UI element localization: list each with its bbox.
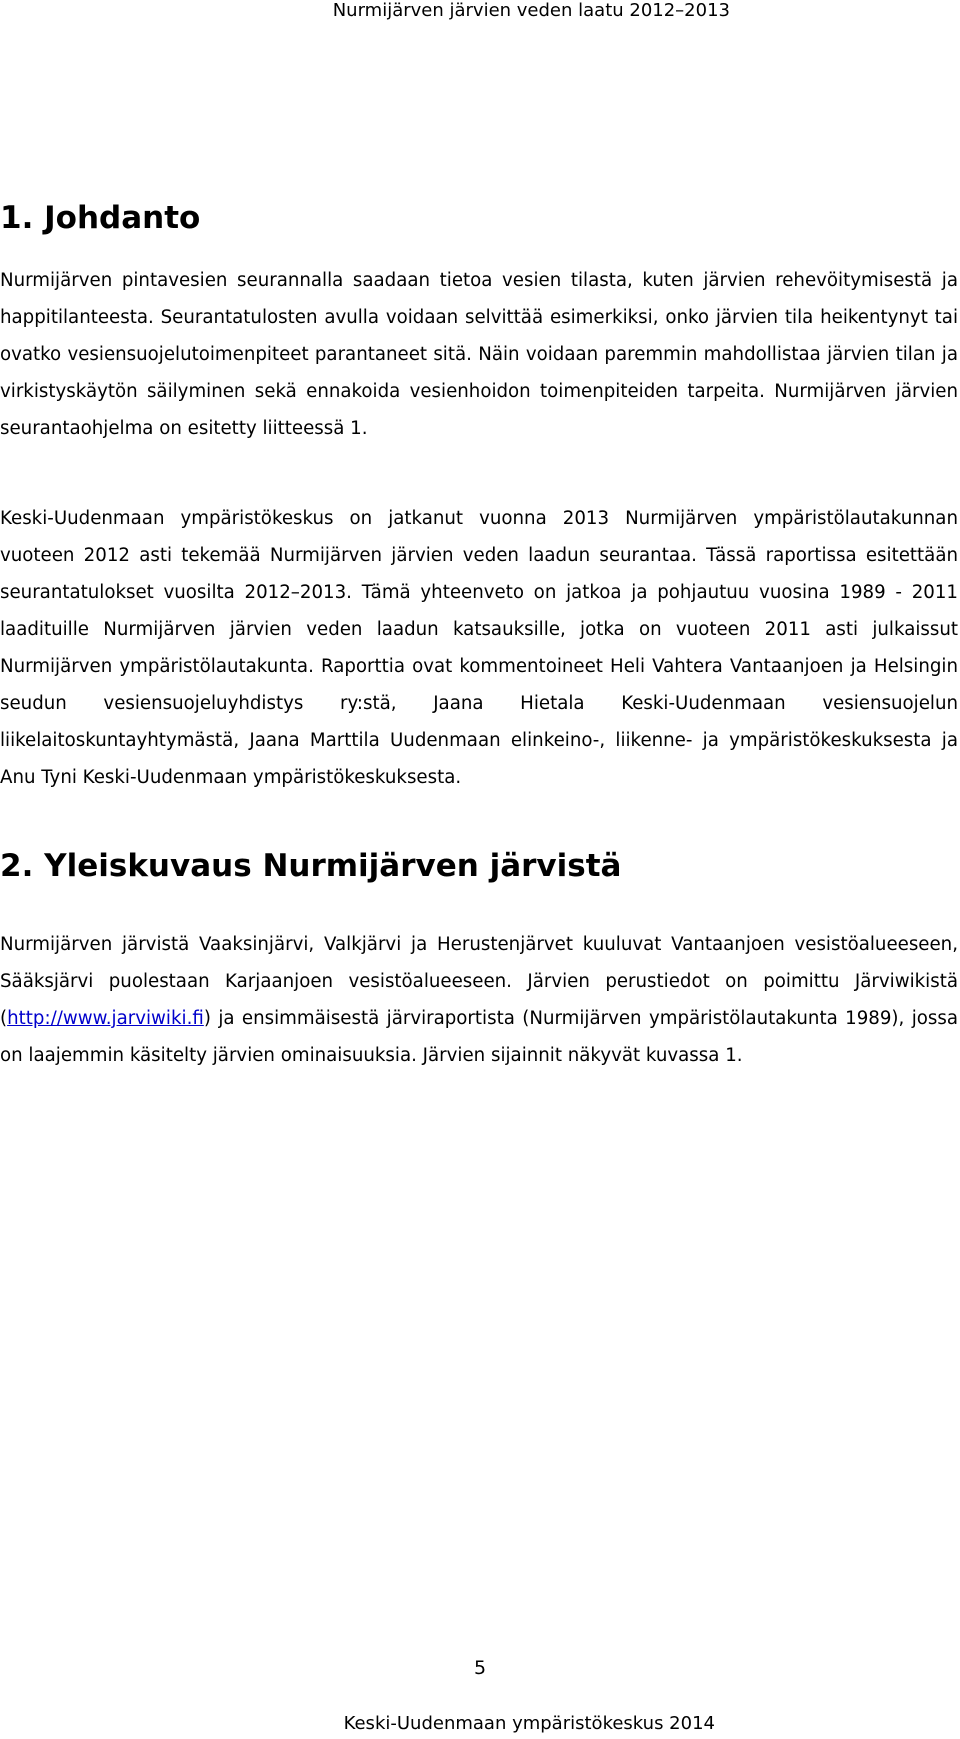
paragraph-text-end: ) ja ensimmäisestä järviraportista (Nurmijärven ympäristölautakunta 1989), jossa on laajemmin käsitelty järvien ominaisuuksia. Järvien sijainnit näkyvät kuvassa 1.	[0, 1008, 958, 1066]
page-number: 5	[473, 1657, 487, 1679]
paragraph-text-start: Nurmijärven järvistä Vaaksinjärvi, Valkjärvi ja Herustenjärvet kuuluvat Vantaanjoen vesistöalueeseen, Sääksjärvi puolestaan Karjaanjoen vesistöalueeseen. Järvien perustiedot on poimittu Järviwikistä (	[0, 934, 958, 1029]
jarviwiki-link[interactable]: http://www.jarviwiki.fi	[7, 1008, 204, 1029]
section-1-paragraph-2: Keski-Uudenmaan ympäristökeskus on jatkanut vuonna 2013 Nurmijärven ympäristölautakunnan vuoteen 2012 asti tekemää Nurmijärven järvien veden laadun seurantaa. Tässä raportissa esitettään seurantatulokset vuosilta 2012–2013. Tämä yhteenveto on jatkoa ja pohjautuu vuosina 1989 - 2011 laadituille Nurmijärven järvien veden laadun katsauksille, jotka on vuoteen 2011 asti julkaissut Nurmijärven ympäristölautakunta. Raporttia ovat kommentoineet Heli Vahtera Vantaanjoen ja Helsingin seudun vesiensuojeluyhdistys ry:stä, Jaana Hietala Keski-Uudenmaan vesiensuojelun liikelaitoskuntayhtymästä, Jaana Marttila Uudenmaan elinkeino-, liikenne- ja ympäristökeskuksesta ja Anu Tyni Keski-Uudenmaan ympäristökeskuksesta.	[0, 508, 958, 788]
section-1-heading: 1. Johdanto	[0, 200, 201, 236]
running-header: Nurmijärven järvien veden laatu 2012–2013	[332, 0, 730, 21]
section-1-paragraph-1: Nurmijärven pintavesien seurannalla saadaan tietoa vesien tilasta, kuten järvien rehevöitymisestä ja happitilanteesta. Seurantatulosten avulla voidaan selvittää esimerkiksi, onko järvien tila heikentynyt tai ovatko vesiensuojelutoimenpiteet parantaneet sitä. Näin voidaan paremmin mahdollistaa järvien tilan ja virkistyskäytön säilyminen sekä ennakoida vesienhoidon toimenpiteiden tarpeita. Nurmijärven järvien seurantaohjelma on esitetty liitteessä 1.	[0, 270, 958, 439]
running-footer: Keski-Uudenmaan ympäristökeskus 2014	[343, 1713, 715, 1734]
section-2-heading: 2. Yleiskuvaus Nurmijärven järvistä	[0, 848, 622, 884]
section-2-paragraph	[0, 926, 958, 1074]
